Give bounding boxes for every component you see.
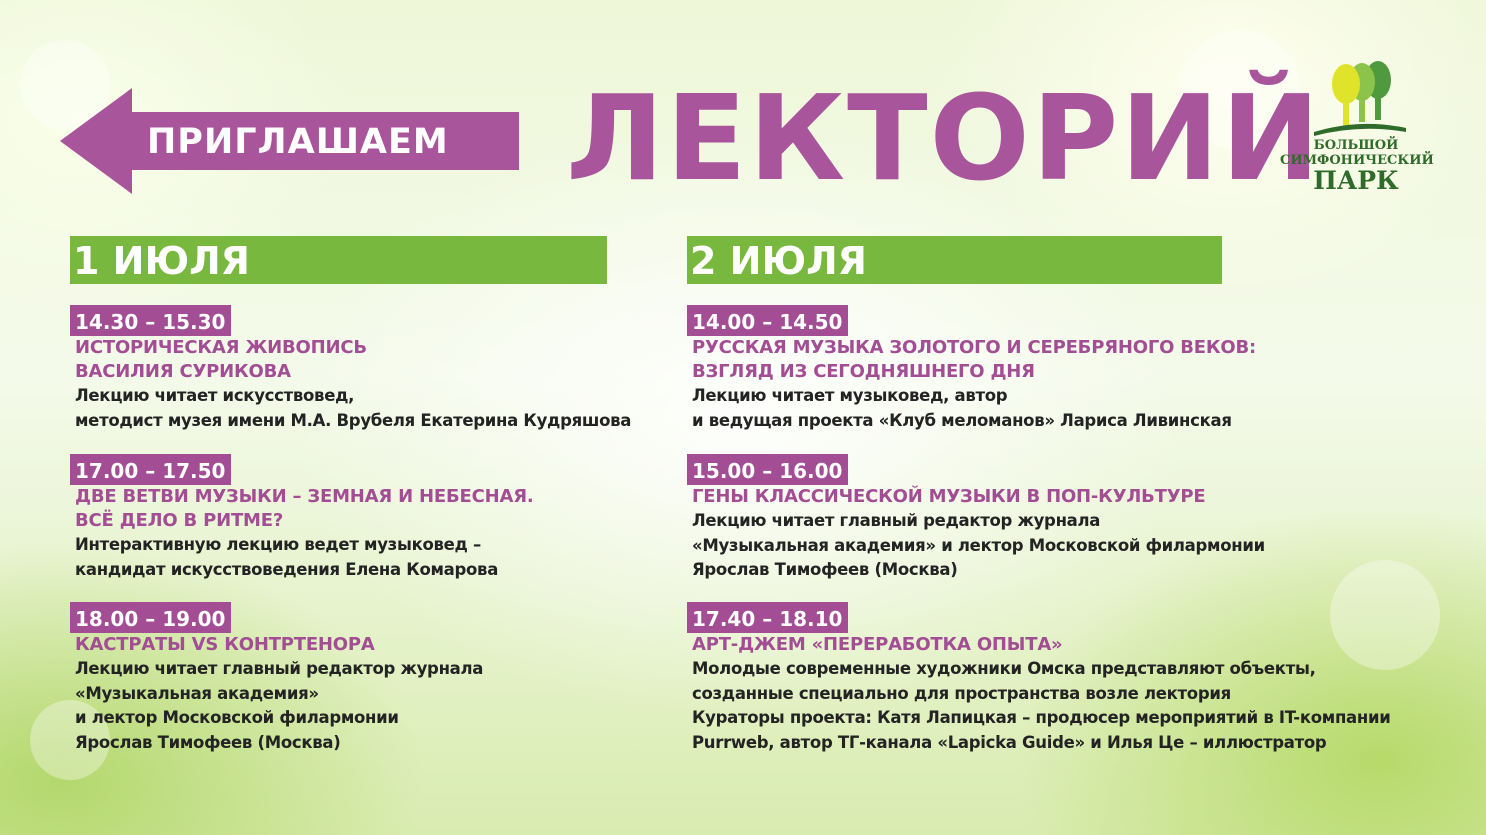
event-title	[687, 336, 1256, 384]
event-desc-line: Purrweb, автор ТГ-канала «Lapicka Guide» и Илья Це – иллюстратор	[692, 732, 1327, 752]
event-description	[70, 384, 631, 433]
event-desc-line: кандидат искусствоведения Елена Комарова	[75, 559, 499, 579]
page-title: ЛЕКТОРИЙ	[566, 69, 1322, 207]
logo-line-1: БОЛЬШОЙ	[1313, 138, 1399, 153]
event-description	[687, 509, 1265, 583]
event-description	[687, 657, 1391, 755]
event-desc-line: Лекцию читает музыковед, автор	[692, 386, 1008, 405]
event-title-line: ГЕНЫ КЛАССИЧЕСКОЙ МУЗЫКИ В ПОП-КУЛЬТУРЕ	[692, 486, 1206, 507]
event-item	[70, 602, 483, 755]
event-time: 17.40 – 18.10	[687, 602, 848, 633]
event-title	[687, 485, 1265, 509]
event-desc-line: и ведущая проекта «Клуб меломанов» Лариса Ливинская	[692, 410, 1232, 430]
event-title-line: АРТ-ДЖЕМ «ПЕРЕРАБОТКА ОПЫТА»	[692, 634, 1063, 655]
event-desc-line: Интерактивную лекцию ведет музыковед –	[75, 535, 481, 554]
event-title-line: РУССКАЯ МУЗЫКА ЗОЛОТОГО И СЕРЕБРЯНОГО ВЕКОВ:	[692, 337, 1257, 358]
event-desc-line: Лекцию читает искусствовед,	[75, 386, 355, 405]
event-time: 15.00 – 16.00	[687, 454, 848, 485]
event-title-line: ИСТОРИЧЕСКАЯ ЖИВОПИСЬ	[75, 337, 367, 358]
event-title	[70, 485, 534, 533]
park-logo	[1280, 58, 1432, 198]
logo-line-3: ПАРК	[1313, 166, 1399, 195]
event-desc-line: Лекцию читает главный редактор журнала	[692, 511, 1101, 530]
event-title	[70, 633, 483, 657]
trees-logo-icon	[1280, 58, 1432, 138]
event-item	[70, 454, 534, 582]
event-desc-line: «Музыкальная академия»	[75, 683, 319, 703]
event-title-line: ВЗГЛЯД ИЗ СЕГОДНЯШНЕГО ДНЯ	[692, 361, 1035, 382]
logo-line-2: СИМФОНИЧЕСКИЙ	[1280, 153, 1434, 168]
event-desc-line: Ярослав Тимофеев (Москва)	[75, 732, 341, 752]
day-header-2: 2 ИЮЛЯ	[687, 236, 1222, 284]
event-time: 14.00 – 14.50	[687, 305, 848, 336]
event-time: 14.30 – 15.30	[70, 305, 231, 336]
event-title-line: ДВЕ ВЕТВИ МУЗЫКИ – ЗЕМНАЯ И НЕБЕСНАЯ.	[75, 486, 534, 507]
event-title	[687, 633, 1391, 657]
event-desc-line: методист музея имени М.А. Врубеля Екатерина Кудряшова	[75, 410, 632, 430]
event-description	[70, 533, 534, 582]
event-time: 17.00 – 17.50	[70, 454, 231, 485]
event-item	[687, 602, 1391, 755]
event-description	[70, 657, 483, 755]
event-desc-line: Кураторы проекта: Катя Лапицкая – продюсер мероприятий в IT-компании	[692, 708, 1391, 727]
event-item	[687, 454, 1265, 583]
event-desc-line: Лекцию читает главный редактор журнала	[75, 659, 484, 678]
event-time: 18.00 – 19.00	[70, 602, 231, 633]
event-title	[70, 336, 631, 384]
event-title-line: ВАСИЛИЯ СУРИКОВА	[75, 361, 291, 382]
event-item	[70, 305, 631, 433]
day-header-1: 1 ИЮЛЯ	[70, 236, 607, 284]
event-desc-line: Молодые современные художники Омска представляют объекты,	[692, 659, 1316, 678]
event-item	[687, 305, 1256, 433]
event-desc-line: «Музыкальная академия» и лектор Московской филармонии	[692, 535, 1265, 555]
event-desc-line: созданные специально для пространства возле лектория	[692, 683, 1231, 703]
event-desc-line: и лектор Московской филармонии	[75, 708, 399, 727]
event-desc-line: Ярослав Тимофеев (Москва)	[692, 560, 958, 579]
event-title-line: ВСЁ ДЕЛО В РИТМЕ?	[75, 510, 284, 531]
event-title-line: КАСТРАТЫ VS КОНТРТЕНОРА	[75, 634, 375, 655]
event-description	[687, 384, 1256, 433]
invite-label: ПРИГЛАШАЕМ	[147, 122, 449, 162]
